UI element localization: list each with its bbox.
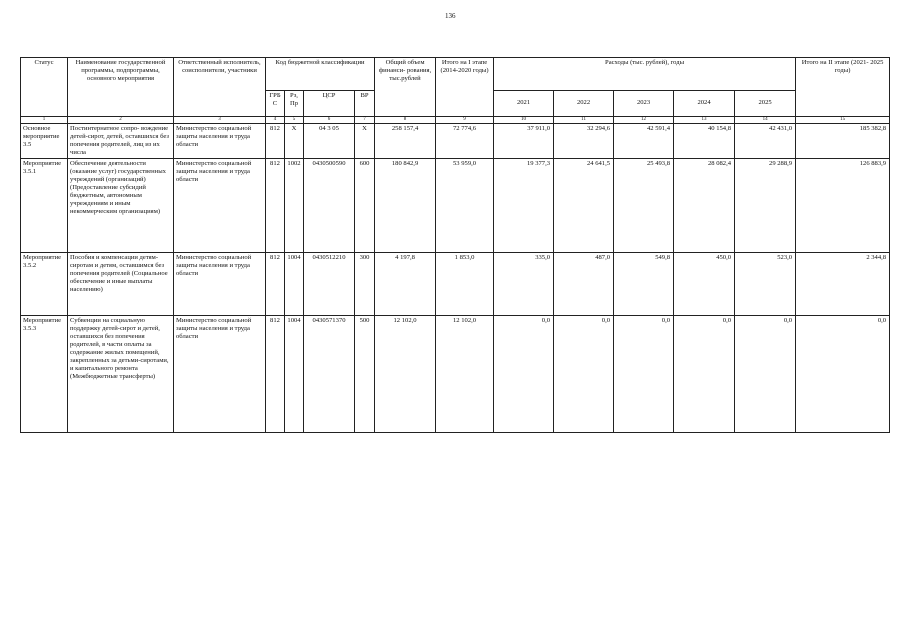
cell-vr: 500 bbox=[355, 316, 375, 433]
header-year-2024: 2024 bbox=[674, 91, 735, 117]
header-expenses: Расходы (тыс. рублей), годы bbox=[494, 58, 796, 91]
cell-stage2: 0,0 bbox=[796, 316, 890, 433]
cell-2022: 24 641,5 bbox=[554, 159, 614, 253]
header-responsible: Ответственный исполнитель, соисполнители, участники bbox=[174, 58, 266, 117]
cell-status: Мероприятие 3.5.1 bbox=[21, 159, 68, 253]
header-status: Статус bbox=[21, 58, 68, 117]
header-rzpr: Рз, Пр bbox=[285, 91, 304, 117]
cell-2021: 335,0 bbox=[494, 253, 554, 316]
cell-rzpr: 1004 bbox=[285, 253, 304, 316]
cell-total: 4 197,8 bbox=[375, 253, 436, 316]
cell-responsible: Министерство социальной защиты населения и труда области bbox=[174, 159, 266, 253]
cell-2024: 40 154,8 bbox=[674, 124, 735, 159]
header-year-2023: 2023 bbox=[614, 91, 674, 117]
cell-responsible: Министерство социальной защиты населения и труда области bbox=[174, 124, 266, 159]
cell-2024: 0,0 bbox=[674, 316, 735, 433]
cell-stage2: 2 344,8 bbox=[796, 253, 890, 316]
cell-grbs: 812 bbox=[266, 316, 285, 433]
cell-2022: 487,0 bbox=[554, 253, 614, 316]
cell-stage1: 12 102,0 bbox=[436, 316, 494, 433]
cell-2021: 37 911,0 bbox=[494, 124, 554, 159]
table-row bbox=[21, 124, 890, 159]
cell-grbs: 812 bbox=[266, 253, 285, 316]
col-number: 14 bbox=[735, 117, 796, 124]
cell-name: Пособия и компенсации детям-сиротам и детям, оставшимся без попечения родителей (Социальное обеспечение и иные выплаты населению) bbox=[68, 253, 174, 316]
budget-table bbox=[20, 57, 890, 433]
header-year-2021: 2021 bbox=[494, 91, 554, 117]
cell-name: Субвенции на социальную поддержку детей-сирот и детей, оставшихся без попечения родителей, в части оплаты за содержание жилых помещений, закрепленных за детьми-сиротами, и капитального ремонта (Межбюджетные трансферты) bbox=[68, 316, 174, 433]
header-year-2025: 2025 bbox=[735, 91, 796, 117]
header-stage2: Итого на II этапе (2021- 2025 годы) bbox=[796, 58, 890, 117]
cell-2024: 28 082,4 bbox=[674, 159, 735, 253]
cell-name: Постинтернатное сопро- вождение детей-сирот, детей, оставшихся без попечения родителей, лиц из их числа bbox=[68, 124, 174, 159]
cell-2025: 42 431,0 bbox=[735, 124, 796, 159]
col-number: 10 bbox=[494, 117, 554, 124]
cell-2022: 32 294,6 bbox=[554, 124, 614, 159]
cell-rzpr: 1004 bbox=[285, 316, 304, 433]
table-row bbox=[21, 316, 890, 433]
cell-2023: 549,8 bbox=[614, 253, 674, 316]
header-csr: ЦСР bbox=[304, 91, 355, 117]
cell-responsible: Министерство социальной защиты населения и труда области bbox=[174, 253, 266, 316]
header-total: Общий объем финанси- рования, тыс.рублей bbox=[375, 58, 436, 117]
col-number: 8 bbox=[375, 117, 436, 124]
cell-2023: 0,0 bbox=[614, 316, 674, 433]
cell-rzpr: X bbox=[285, 124, 304, 159]
page-number: 136 bbox=[445, 12, 456, 20]
col-number: 12 bbox=[614, 117, 674, 124]
cell-vr: 600 bbox=[355, 159, 375, 253]
col-number: 5 bbox=[285, 117, 304, 124]
header-budget-code: Код бюджетной классификации bbox=[266, 58, 375, 91]
cell-2023: 25 493,8 bbox=[614, 159, 674, 253]
col-number: 9 bbox=[436, 117, 494, 124]
cell-grbs: 812 bbox=[266, 124, 285, 159]
cell-rzpr: 1002 bbox=[285, 159, 304, 253]
cell-vr: 300 bbox=[355, 253, 375, 316]
col-number: 1 bbox=[21, 117, 68, 124]
cell-total: 258 157,4 bbox=[375, 124, 436, 159]
col-number: 11 bbox=[554, 117, 614, 124]
table-row bbox=[21, 159, 890, 253]
cell-2025: 29 288,9 bbox=[735, 159, 796, 253]
cell-total: 180 842,9 bbox=[375, 159, 436, 253]
cell-csr: 0430571370 bbox=[304, 316, 355, 433]
col-number: 15 bbox=[796, 117, 890, 124]
cell-vr: X bbox=[355, 124, 375, 159]
cell-stage1: 53 959,0 bbox=[436, 159, 494, 253]
header-stage1: Итого на I этапе (2014-2020 годы) bbox=[436, 58, 494, 117]
header-vr: ВР bbox=[355, 91, 375, 117]
cell-stage1: 1 853,0 bbox=[436, 253, 494, 316]
cell-status: Основное мероприятие 3.5 bbox=[21, 124, 68, 159]
cell-responsible: Министерство социальной защиты населения и труда области bbox=[174, 316, 266, 433]
col-number: 3 bbox=[174, 117, 266, 124]
col-number: 6 bbox=[304, 117, 355, 124]
header-name: Наименование государственной программы, подпрограммы, основного мероприятия bbox=[68, 58, 174, 117]
cell-stage2: 126 883,9 bbox=[796, 159, 890, 253]
col-number: 4 bbox=[266, 117, 285, 124]
cell-grbs: 812 bbox=[266, 159, 285, 253]
cell-csr: 0430500590 bbox=[304, 159, 355, 253]
cell-csr: 04 3 05 bbox=[304, 124, 355, 159]
cell-stage1: 72 774,6 bbox=[436, 124, 494, 159]
header-year-2022: 2022 bbox=[554, 91, 614, 117]
col-number: 7 bbox=[355, 117, 375, 124]
cell-2022: 0,0 bbox=[554, 316, 614, 433]
cell-2025: 0,0 bbox=[735, 316, 796, 433]
cell-2021: 0,0 bbox=[494, 316, 554, 433]
cell-status: Мероприятие 3.5.2 bbox=[21, 253, 68, 316]
cell-stage2: 185 382,8 bbox=[796, 124, 890, 159]
cell-status: Мероприятие 3.5.3 bbox=[21, 316, 68, 433]
cell-total: 12 102,0 bbox=[375, 316, 436, 433]
cell-2023: 42 591,4 bbox=[614, 124, 674, 159]
cell-2025: 523,0 bbox=[735, 253, 796, 316]
cell-2021: 19 377,3 bbox=[494, 159, 554, 253]
col-number: 2 bbox=[68, 117, 174, 124]
table-row bbox=[21, 253, 890, 316]
col-number: 13 bbox=[674, 117, 735, 124]
cell-2024: 450,0 bbox=[674, 253, 735, 316]
cell-name: Обеспечение деятельности (оказание услуг) государственных учреждений (организаций) (Предоставление субсидий бюджетным, автономным учреждениям и иным некоммерческим организациям) bbox=[68, 159, 174, 253]
header-grbs: ГРБ С bbox=[266, 91, 285, 117]
cell-csr: 0430512210 bbox=[304, 253, 355, 316]
